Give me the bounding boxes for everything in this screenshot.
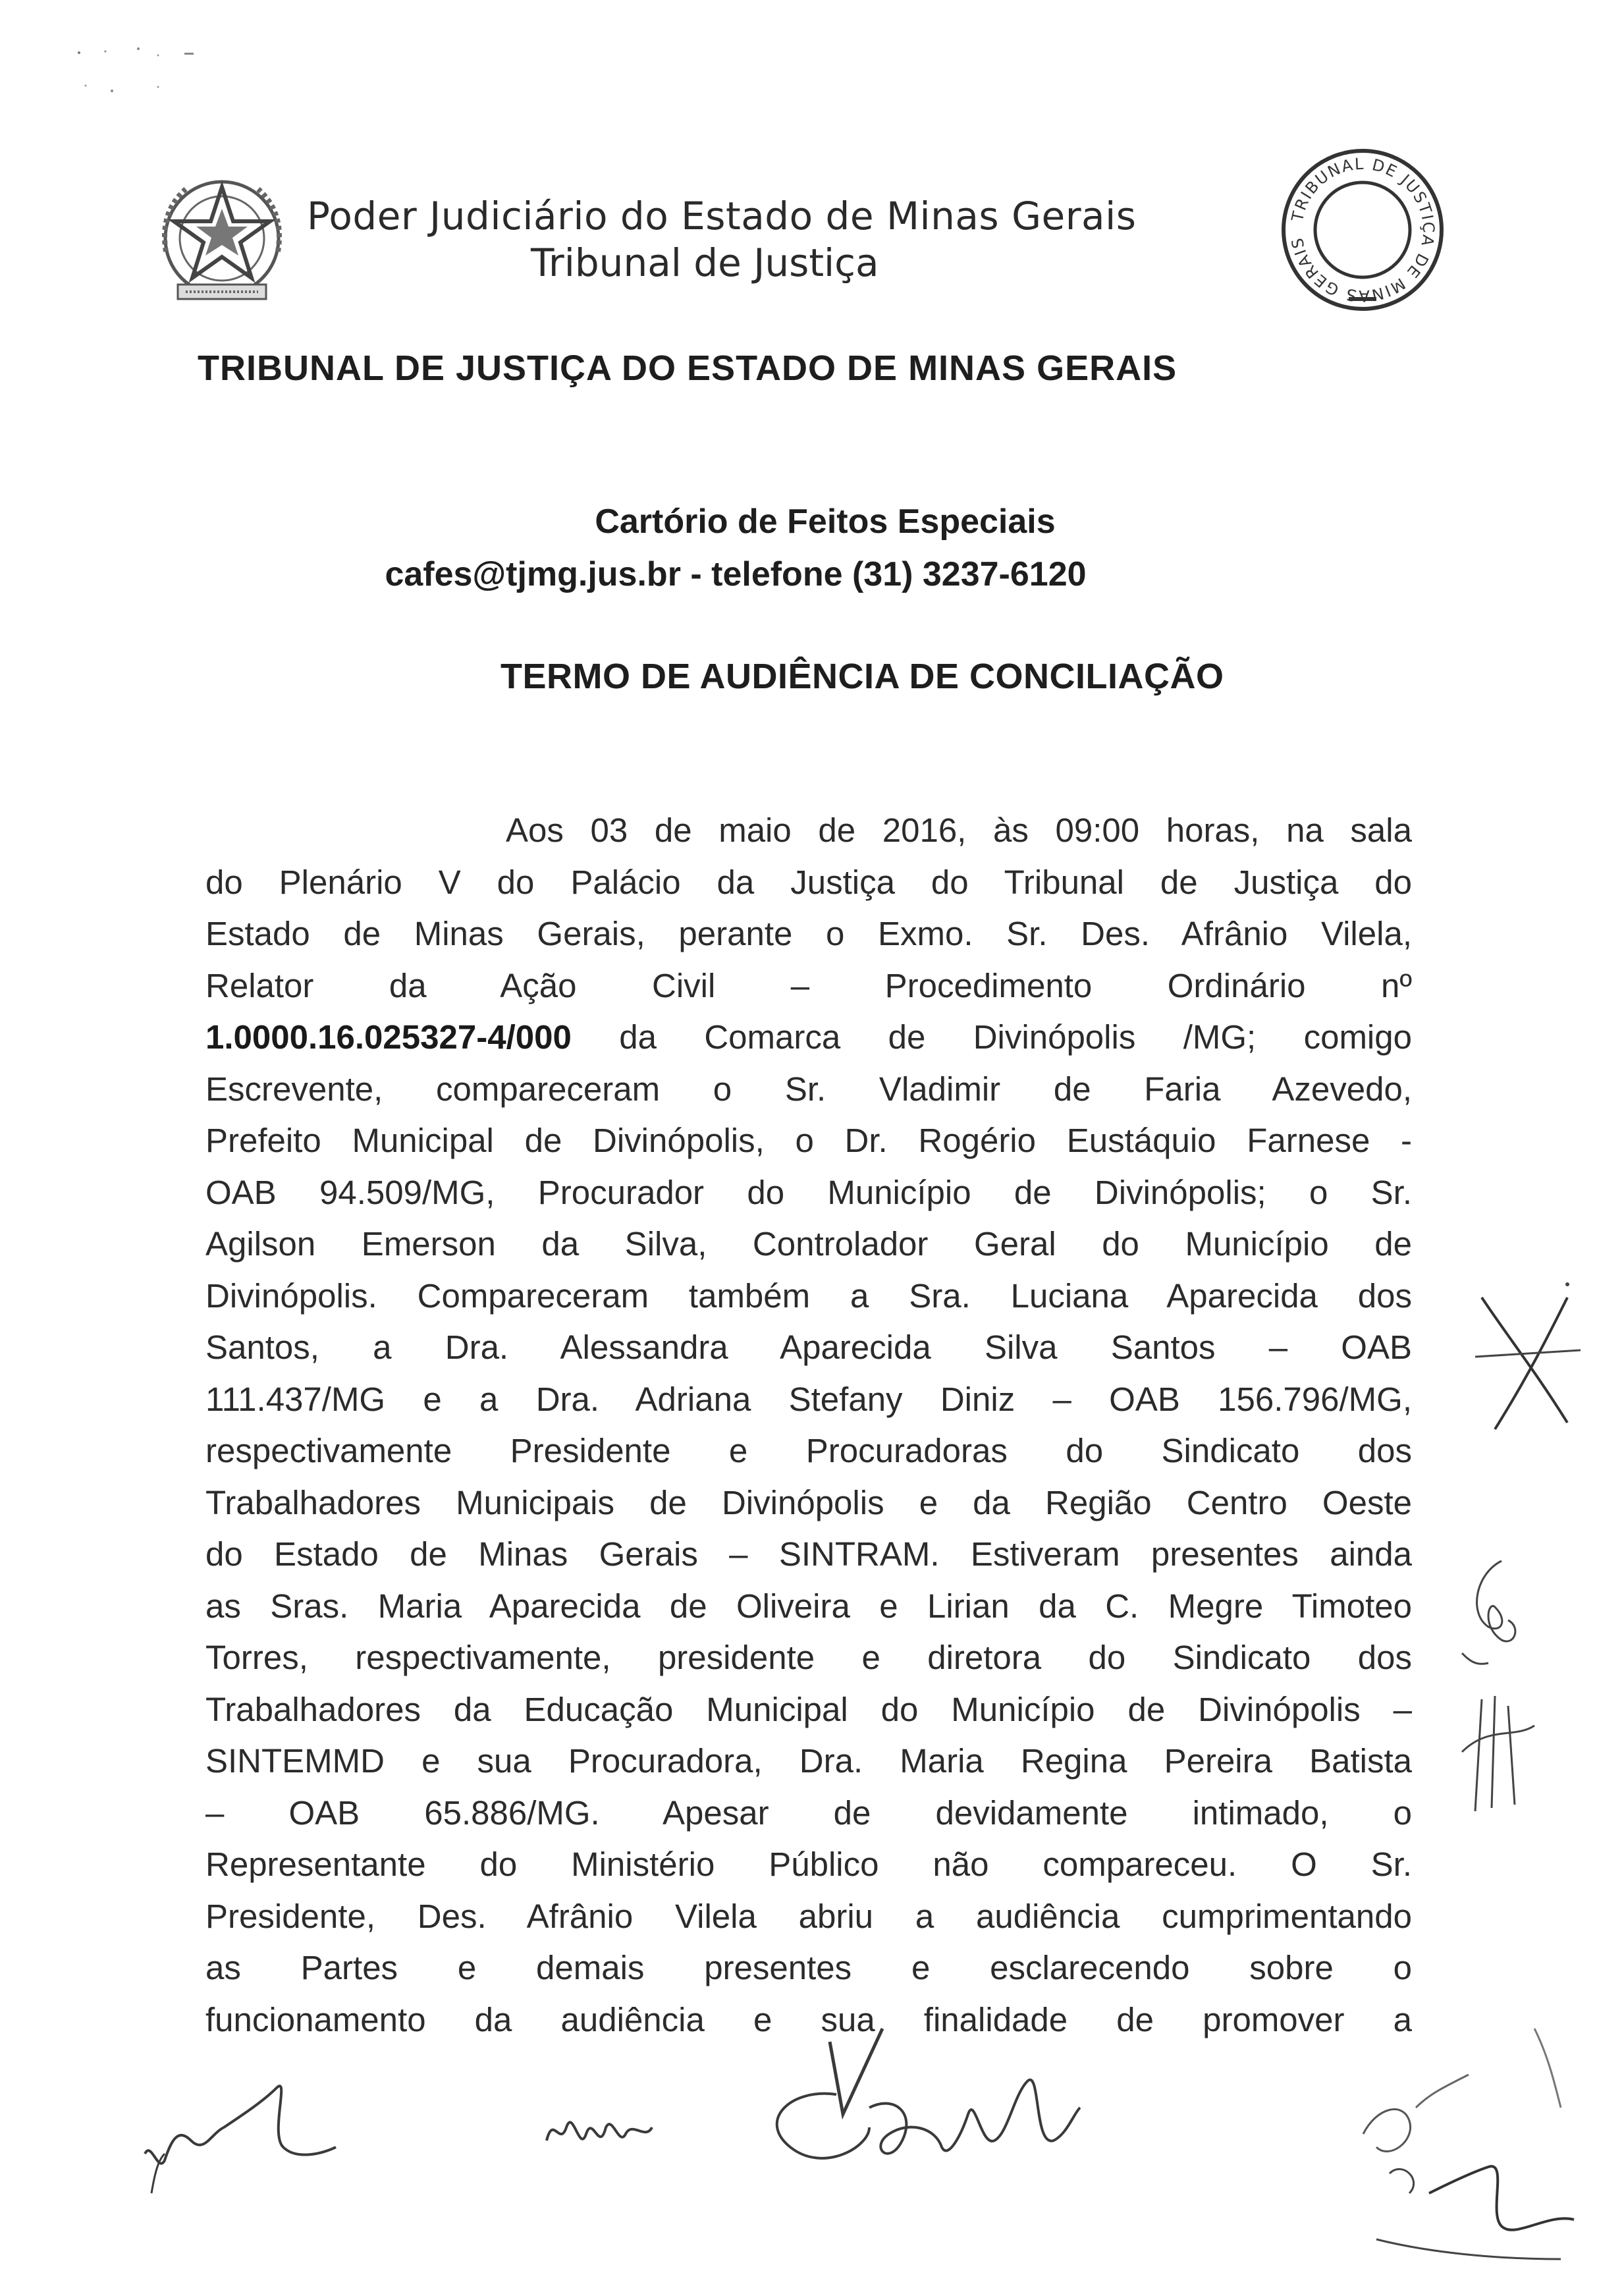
body-line: funcionamento da audiência e sua finalidade de promover a [205,2000,1412,2038]
margin-signature-celia [1449,1548,1528,1680]
signature-3 [738,2015,1106,2213]
office-name: Cartório de Feitos Especiais [595,503,1056,541]
body-line: Representante do Ministério Público não compareceu. O Sr. [205,1845,1412,1883]
body-line: SINTEMMD e sua Procuradora, Dra. Maria Regina Pereira Batista [205,1742,1412,1780]
signature-2 [540,2088,659,2180]
scan-artifact [66,33,230,112]
body-line: respectivamente Presidente e Procuradoras do Sindicato dos [205,1432,1412,1469]
court-header [307,192,1163,286]
body-line: Agilson Emerson da Silva, Controlador Geral do Município de [205,1225,1412,1263]
body-line: Escrevente, compareceram o Sr. Vladimir de Faria Azevedo, [205,1070,1412,1108]
margin-initial-x [1469,1278,1587,1449]
body-line: Trabalhadores Municipais de Divinópolis e da Região Centro Oeste [205,1483,1412,1521]
body-line: as Partes e demais presentes e esclarecendo sobre o [205,1949,1412,1986]
body-line: – OAB 65.886/MG. Apesar de devidamente intimado, o [205,1793,1412,1832]
body-line: Torres, respectivamente, presidente e diretora do Sindicato dos [205,1639,1412,1676]
body-line: Aos 03 de maio de 2016, às 09:00 horas, na sala [506,811,1412,849]
hearing-minutes-body [205,805,1412,2046]
signature-1 [132,2062,349,2206]
tribunal-round-stamp-icon [1276,144,1449,316]
case-number: 1.0000.16.025327-4/000 [205,1018,572,1056]
margin-signature-mt [1449,1686,1541,1824]
body-line: Divinópolis. Compareceram também a Sra. Luciana Aparecida dos [205,1276,1412,1315]
body-line: OAB 94.509/MG, Procurador do Município de Divinópolis; o Sr. [205,1173,1412,1211]
court-title: TRIBUNAL DE JUSTIÇA DO ESTADO DE MINAS GERAIS [198,348,1177,388]
body-line: do Plenário V do Palácio da Justiça do Tribunal de Justiça do [205,863,1412,901]
office-contact: cafes@tjmg.jus.br - telefone (31) 3237-6120 [385,555,1087,593]
signature-4 [1337,1976,1600,2285]
body-line: as Sras. Maria Aparecida de Oliveira e Lirian da C. Megre Timoteo [205,1587,1412,1625]
svg-text:TRIBUNAL DE JUSTIÇA DE MINAS G: TRIBUNAL DE JUSTIÇA DE MINAS GERAIS [1287,154,1438,306]
body-line: Estado de Minas Gerais, perante o Exmo. Sr. Des. Afrânio Vilela, [205,915,1412,952]
court-coat-of-arms-icon [153,173,291,311]
body-line-rest: da Comarca de Divinópolis /MG; comigo [571,1018,1412,1056]
document-title: TERMO DE AUDIÊNCIA DE CONCILIAÇÃO [501,657,1224,696]
court-header-line2: Tribunal de Justiça [531,240,879,285]
body-line: Relator da Ação Civil – Procedimento Ordinário nº [205,966,1412,1004]
body-line: Presidente, Des. Afrânio Vilela abriu a audiência cumprimentando [205,1897,1412,1935]
body-line [205,1012,1412,1064]
body-line: Prefeito Municipal de Divinópolis, o Dr. Rogério Eustáquio Farnese - [205,1122,1412,1159]
body-line: 111.437/MG e a Dra. Adriana Stefany Diniz – OAB 156.796/MG, [205,1380,1412,1418]
court-header-line1: Poder Judiciário do Estado de Minas Gerais [307,194,1137,238]
body-line: Santos, a Dra. Alessandra Aparecida Silva Santos – OAB [205,1328,1412,1366]
body-line: do Estado de Minas Gerais – SINTRAM. Estiveram presentes ainda [205,1535,1412,1573]
body-line: Trabalhadores da Educação Municipal do Município de Divinópolis – [205,1690,1412,1728]
